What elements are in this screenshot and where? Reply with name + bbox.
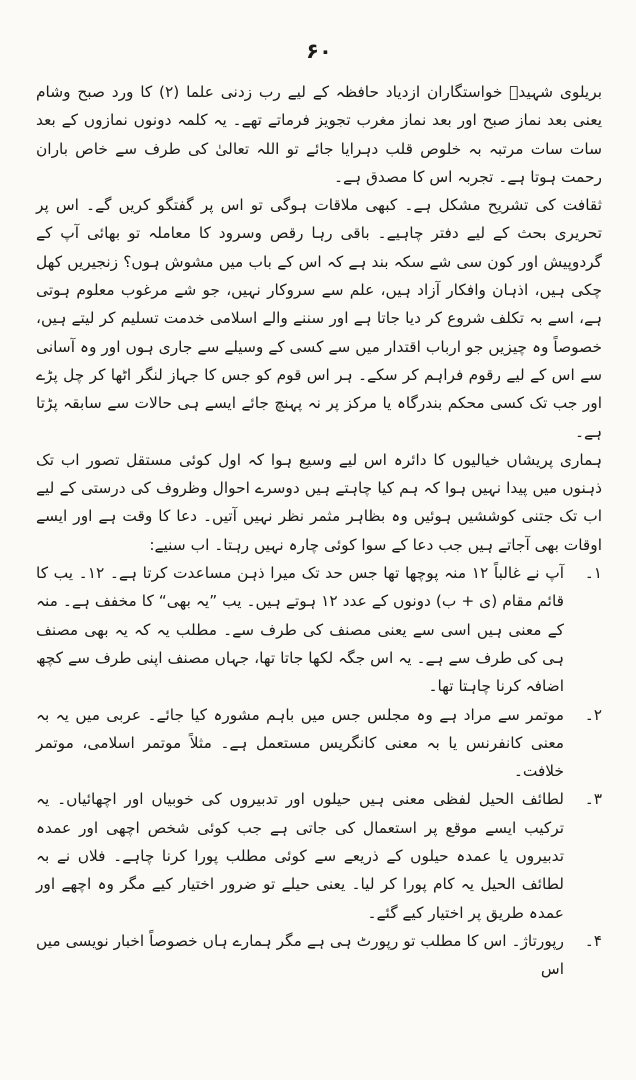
page-body	[36, 78, 602, 984]
list-item-text: موتمر سے مراد ہے وہ مجلس جس میں باہم مشورہ کیا جائے۔ عربی میں یہ بہ معنی کانفرنس یا بہ معنی کانگریس مستعمل ہے۔ مثلاً موتمر اسلامی، موتمر خلافت۔	[36, 705, 564, 781]
list-item	[36, 559, 602, 700]
list-item-number: ۴۔	[584, 931, 602, 950]
list-item-number: ۱۔	[584, 564, 602, 583]
list-item-text: لطائف الحیل لفظی معنی ہیں حیلوں اور تدبیروں کی خوبیاں اور اچھائیاں۔ یہ ترکیب ایسے موقع پر استعمال کی جاتی ہے جب کوئی شخص اچھی اور عمدہ تدبیروں یا عمدہ حیلوں کے ذریعے سے کوئی مطلب پورا کرنا چاہے۔ فلاں نے بہ لطائف الحیل یہ کام پورا کر لیا۔ یعنی حیلے تو ضرور اختیار کیے مگر وہ اچھے اور عمدہ طریق پر اختیار کیے گئے۔	[36, 790, 564, 922]
list-item-text: رپورتاژ۔ اس کا مطلب تو رپورٹ ہی ہے مگر ہمارے ہاں خصوصاً اخبار نویسی میں اس	[36, 931, 564, 979]
list-item-text: آپ نے غالباً ۱۲ منہ پوچھا تھا جس حد تک میرا ذہن مساعدت کرتا ہے۔ ۱۲۔ یب کا قائم مقام (ی + ب) دونوں کے عدد ۱۲ ہوتے ہیں۔ یب ”یہ بھی“ کا مخفف ہے۔ منہ کے معنی ہیں اسی سے یعنی مصنف کی طرف سے۔ مطلب یہ کہ یہ بھی مصنف ہی کی طرف سے ہے۔ یہ اس جگہ لکھا جاتا تھا، جہاں مصنف اپنی طرف سے کچھ اضافہ کرنا چاہتا تھا۔	[36, 564, 565, 696]
paragraph-culture: ثقافت کی تشریح مشکل ہے۔ کبھی ملاقات ہوگی تو اس پر گفتگو کریں گے۔ اس پر تحریری بحث کے لیے دفتر چاہیے۔ باقی رہا رقص وسرود کا معاملہ تو بھائی آپ کے گردوپیش اور کون سی شے سکہ بند ہے کہ اس کے باب میں مشوش ہوں؟ زنجیریں کھل چکی ہیں، اذہان وافکار آزاد ہیں، علم سے سروکار نہیں، جو شے مرغوب معلوم ہوتی ہے، اسے بہ تکلف شروع کر دیا جاتا ہے اور سننے والے اسلامی خدمت تسلیم کر لیتے ہیں، خصوصاً وہ چیزیں جو ارباب اقتدار میں سے کسی کے وسیلے سے جاری ہوں اور وہ آسانی سے اس کے لیے رقوم فراہم کر سکے۔ ہر اس قوم کو جس کا جہاز لنگر اٹھا کر چل پڑے اور جب تک کسی محکم بندرگاہ یا مرکز پر نہ پہنچ جائے ایسے ہی حالات سے سابقہ پڑتا ہے۔	[36, 196, 602, 441]
list-item-number: ۳۔	[584, 790, 602, 809]
page-number: ۶۰	[306, 39, 332, 63]
list-item-number: ۲۔	[584, 705, 602, 724]
list-item	[36, 701, 602, 786]
paragraph-intro: بریلوی شہیدؒ خواستگاران ازدیاد حافظہ کے لیے رب زدنی علما (۲) کا ورد صبح وشام یعنی بعد نماز صبح اور بعد نماز مغرب تجویز فرماتے تھے۔ یہ کلمہ دونوں نمازوں کے بعد سات سات مرتبہ بہ خلوص قلب دہرایا جائے تو اللہ تعالیٰ کی طرف سے خاص باران رحمت ہوتا ہے۔ تجربہ اس کا مصدق ہے۔	[36, 83, 602, 186]
list-item	[36, 927, 602, 984]
list-item	[36, 785, 602, 926]
paragraph-prayer: ہماری پریشاں خیالیوں کا دائرہ اس لیے وسیع ہوا کہ اول کوئی مستقل تصور اب تک ذہنوں میں پیدا نہیں ہوا کہ ہم کیا چاہتے ہیں دوسرے احوال وظروف کی درستی کے لیے اب تک جتنی کوششیں ہوئیں وہ بظاہر مثمر نظر نہیں آتیں۔ دعا کا وقت ہے اور ایسے اوقات بھی آجاتے ہیں جب دعا کے سوا کوئی چارہ نہیں رہتا۔ اب سنیے:	[36, 450, 602, 554]
